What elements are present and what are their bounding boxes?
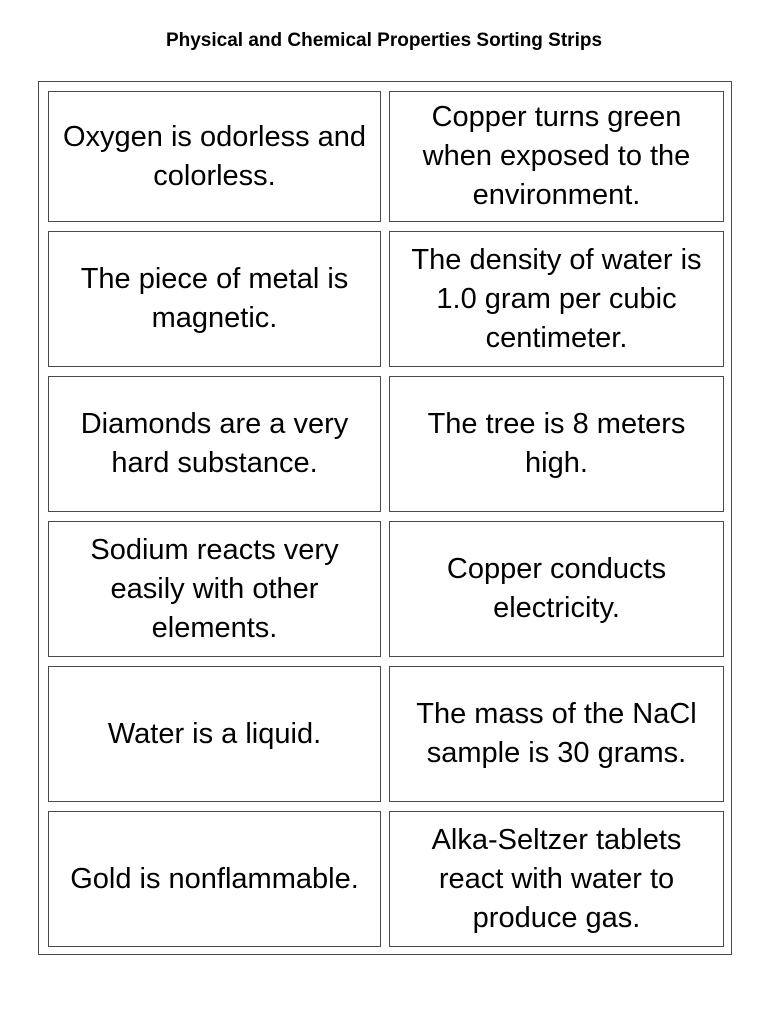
- sorting-strip[interactable]: [48, 376, 381, 512]
- sorting-strip[interactable]: [48, 666, 381, 802]
- sorting-strip[interactable]: [389, 666, 724, 802]
- sorting-strip[interactable]: [389, 91, 724, 222]
- sorting-strip[interactable]: [389, 376, 724, 512]
- strip-text: The mass of the NaCl sample is 30 grams.: [416, 698, 697, 769]
- sorting-strip[interactable]: [389, 231, 724, 367]
- strip-text: Gold is nonflammable.: [70, 862, 359, 895]
- strip-text: Sodium reacts very easily with other elements.: [90, 533, 339, 644]
- sorting-strip[interactable]: [389, 811, 724, 947]
- strip-text: Water is a liquid.: [107, 717, 322, 750]
- strip-text: Oxygen is odorless and colorless.: [62, 120, 367, 192]
- strip-text: Diamonds are a very hard substance.: [80, 408, 349, 479]
- sorting-strip[interactable]: [389, 521, 724, 657]
- strip-text: The tree is 8 meters high.: [427, 408, 686, 479]
- sorting-strip[interactable]: [48, 811, 381, 947]
- strip-text: Alka-Seltzer tablets react with water to produce gas.: [431, 823, 682, 934]
- sorting-strip[interactable]: [48, 231, 381, 367]
- strip-text: Copper turns green when exposed to the environment.: [422, 101, 691, 211]
- sorting-strip[interactable]: [48, 91, 381, 222]
- strip-text: The density of water is 1.0 gram per cubic centimeter.: [411, 243, 702, 354]
- sorting-strips-table: [38, 81, 732, 955]
- page-title: Physical and Chemical Properties Sorting Strips: [165, 30, 603, 51]
- strip-text: Copper conducts electricity.: [446, 553, 667, 624]
- strip-text: The piece of metal is magnetic.: [80, 263, 349, 334]
- sorting-strip[interactable]: [48, 521, 381, 657]
